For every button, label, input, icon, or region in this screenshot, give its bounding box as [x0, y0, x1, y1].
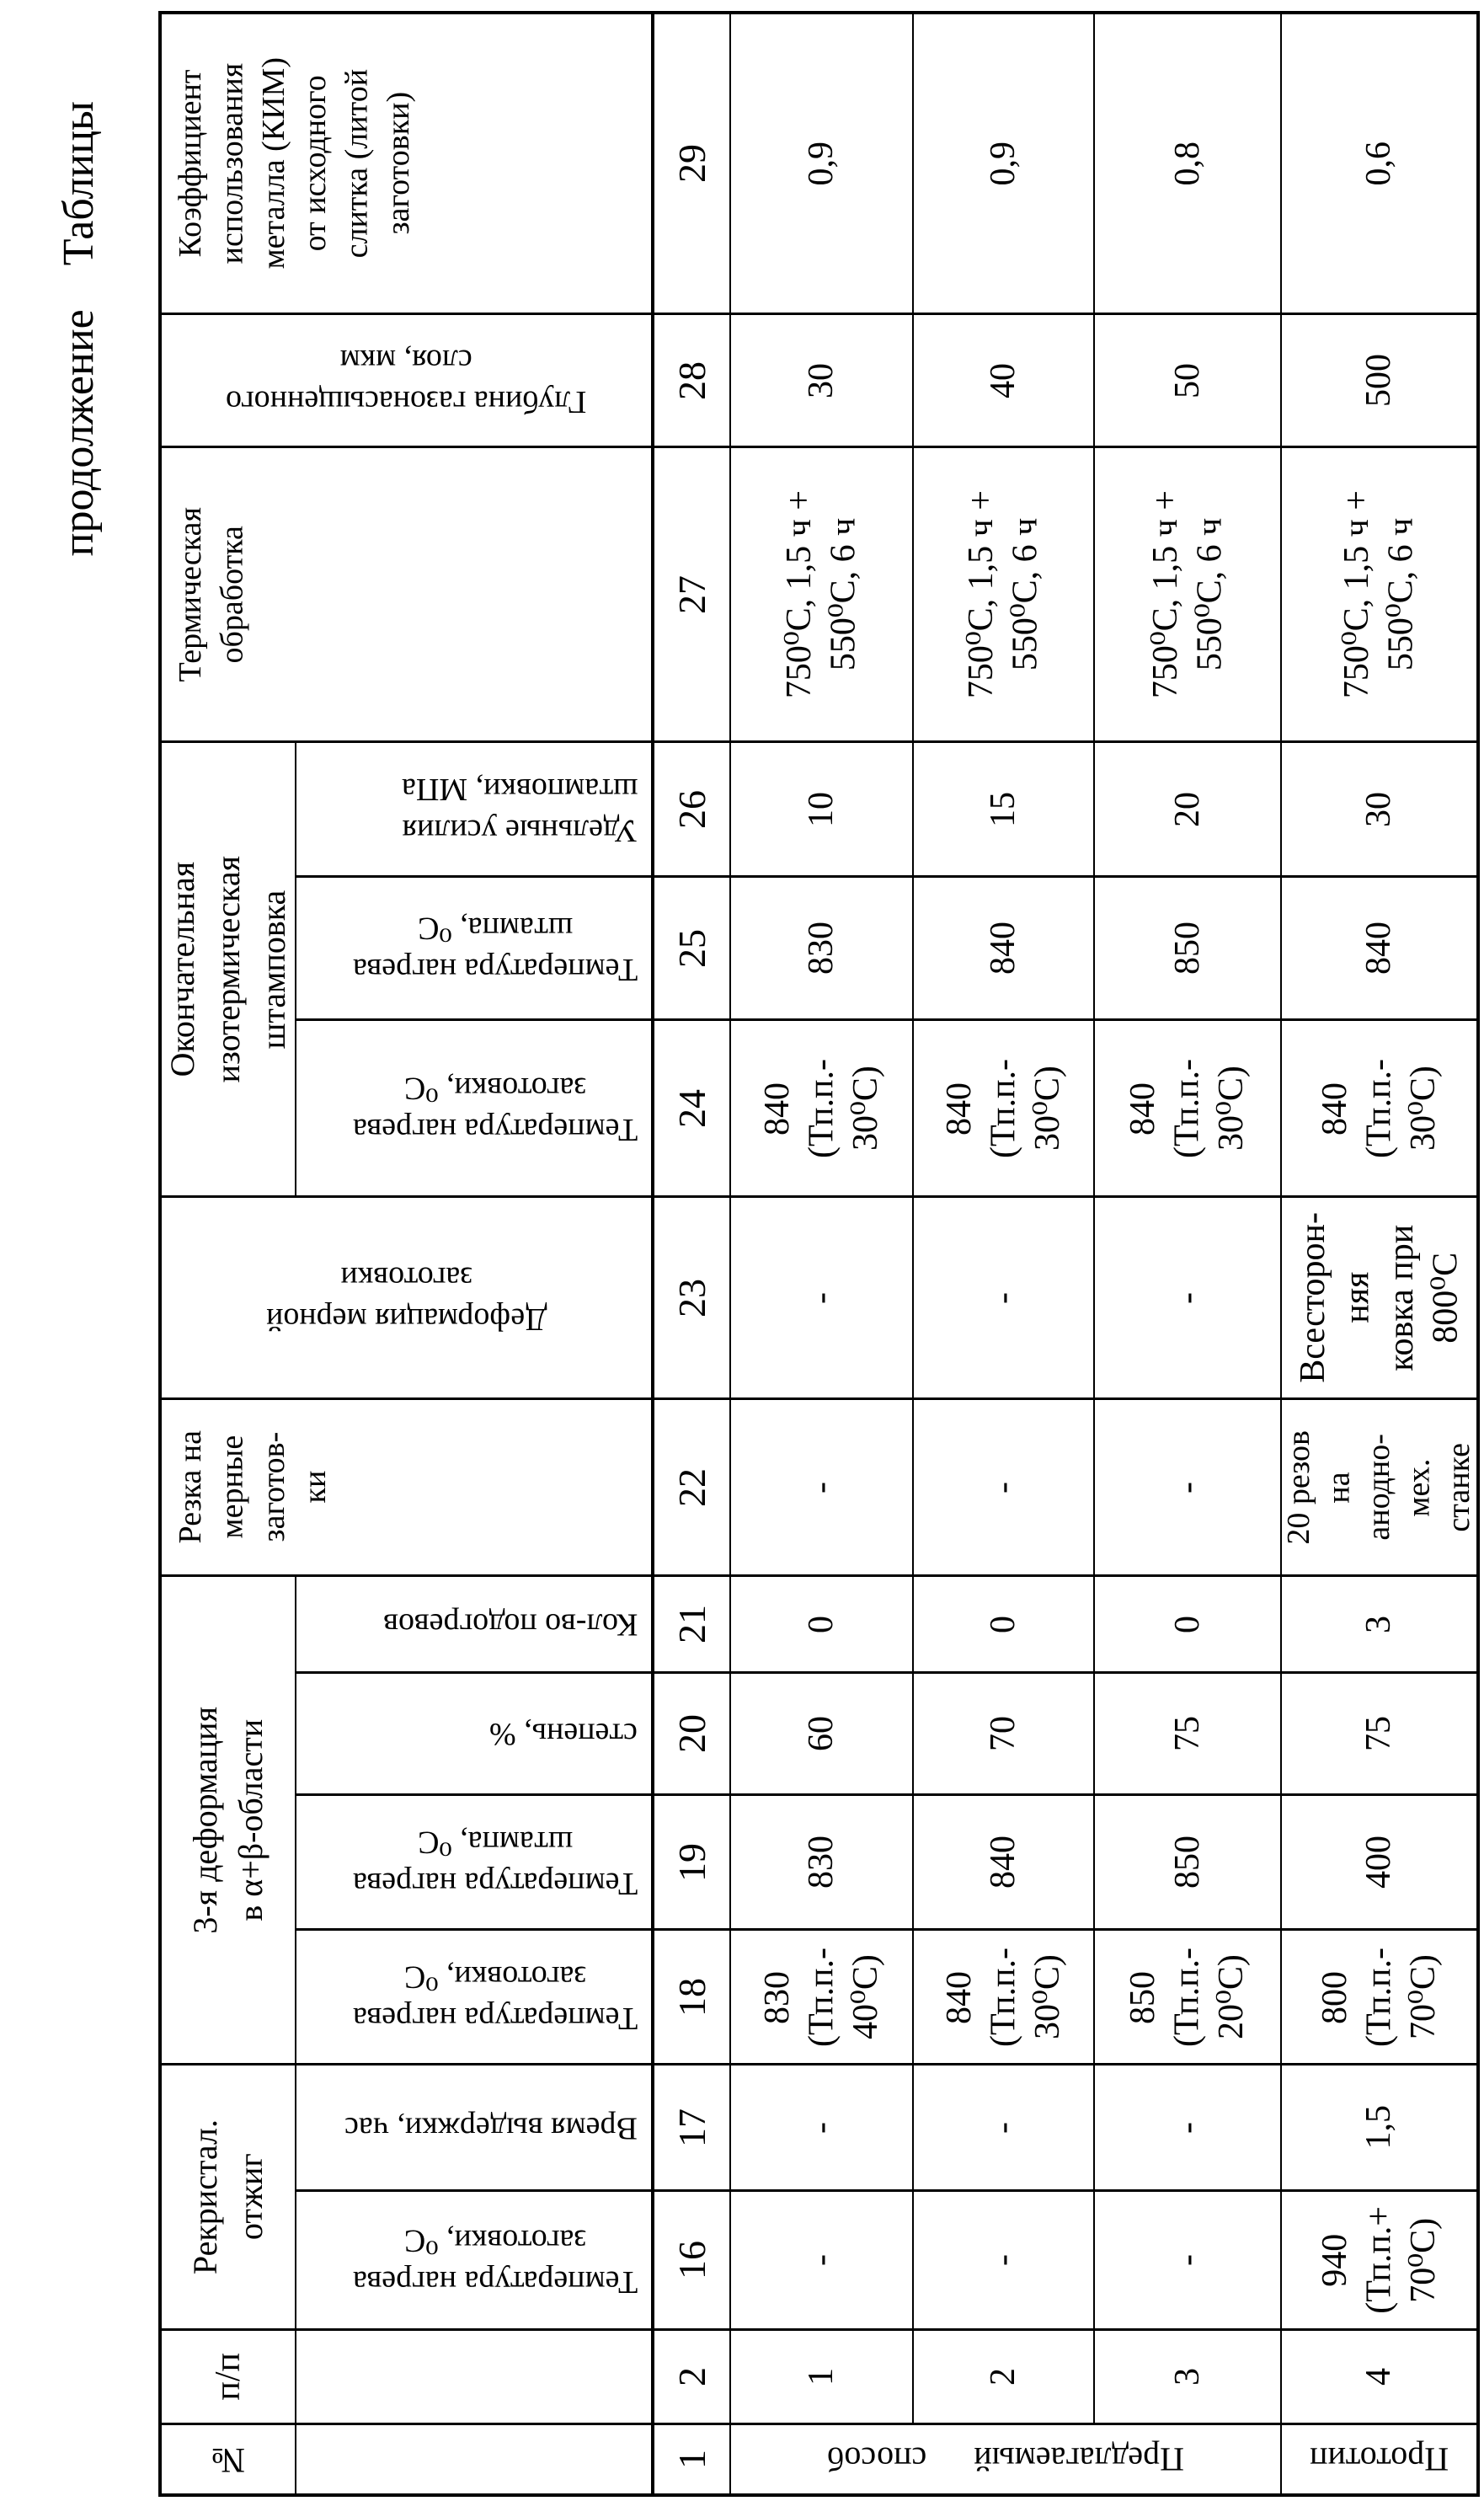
- col22-row4: 20 резов на анодно- мех. станке: [1282, 1400, 1476, 1577]
- col16-header-cell: [296, 2192, 653, 2331]
- col22-row3: -: [1095, 1400, 1282, 1577]
- col29-row2: 0,9: [914, 14, 1095, 315]
- col24-row4: 840 (Тп.п.- 30⁰С): [1282, 1021, 1476, 1198]
- col23-header: Деформация мерной заготовки: [265, 1259, 547, 1337]
- col19-row4: 400: [1282, 1796, 1476, 1931]
- page-title-text: продолжение Таблицы: [54, 100, 103, 557]
- col25-header-cell: [296, 878, 653, 1021]
- col-pp-row1: 1: [731, 2331, 914, 2425]
- col19-row3: 850: [1095, 1796, 1282, 1931]
- col20-number-cell: 20: [653, 1674, 731, 1796]
- col17-row1: -: [731, 2065, 914, 2192]
- col27-row1: 750⁰С, 1,5 ч + 550⁰С, 6 ч: [731, 448, 914, 743]
- col21-number-cell: 21: [653, 1577, 731, 1674]
- col16-row1: -: [731, 2192, 914, 2331]
- col22-row2: -: [914, 1400, 1095, 1577]
- col25-row2: 840: [914, 878, 1095, 1021]
- col22-number-cell: 22: [653, 1400, 731, 1577]
- col24-header-cell: [296, 1021, 653, 1198]
- col26-row1: 10: [731, 743, 914, 878]
- col22-header-cell: [162, 1400, 653, 1577]
- col25-row1: 830: [731, 878, 914, 1021]
- col16-header: Температура нагрева заготовки, ⁰С: [352, 2222, 638, 2300]
- col17-row3: -: [1095, 2065, 1282, 2192]
- col26-number-cell: 26: [653, 743, 731, 878]
- col19-header-cell: [296, 1796, 653, 1931]
- col29-row1: 0,9: [731, 14, 914, 315]
- col26-row4: 30: [1282, 743, 1476, 878]
- col18-row1: 830 (Тп.п.- 40⁰С): [731, 1931, 914, 2065]
- col26-header: Удельные усилия штамповки, МПа: [401, 771, 638, 848]
- col21-row2: 0: [914, 1577, 1095, 1674]
- col27-row3: 750⁰С, 1,5 ч + 550⁰С, 6 ч: [1095, 448, 1282, 743]
- col28-row4: 500: [1282, 315, 1476, 448]
- col16-row3: -: [1095, 2192, 1282, 2331]
- col16-number-cell: 16: [653, 2192, 731, 2331]
- col-no-label: №: [208, 2440, 248, 2479]
- col18-row2: 840 (Тп.п.- 30⁰С): [914, 1931, 1095, 2065]
- col26-row2: 15: [914, 743, 1095, 878]
- col27-number-cell: 27: [653, 448, 731, 743]
- col-pp-number-cell: 2: [653, 2331, 731, 2425]
- col23-row3: -: [1095, 1198, 1282, 1400]
- col21-header-cell: [296, 1577, 653, 1674]
- col19-row1: 830: [731, 1796, 914, 1931]
- col24-header: Температура нагрева заготовки, ⁰С: [352, 1070, 638, 1147]
- col29-row3: 0,8: [1095, 14, 1282, 315]
- row-label-proposed-method: Предлагаемый способ: [731, 2425, 1282, 2493]
- col17-header: Время выдержки, час: [344, 2110, 638, 2146]
- col19-header: Температура нагрева штампа, ⁰С: [352, 1824, 638, 1901]
- col20-row4: 75: [1282, 1674, 1476, 1796]
- row-label-prototype: Прототип: [1309, 2440, 1449, 2478]
- col-pp-row2: 2: [914, 2331, 1095, 2425]
- col25-number-cell: 25: [653, 878, 731, 1021]
- col28-header-cell: [162, 315, 653, 448]
- col16-row4: 940 (Тп.п.+ 70⁰С): [1282, 2192, 1476, 2331]
- col27-header: Термическая обработка: [173, 506, 250, 682]
- col17-number-cell: 17: [653, 2065, 731, 2192]
- col29-header-cell: [162, 14, 653, 315]
- col22-header: Резка на мерные заготов- ки: [173, 1430, 334, 1544]
- col29-number-cell: 29: [653, 14, 731, 315]
- col23-row1: -: [731, 1198, 914, 1400]
- col28-number-cell: 28: [653, 315, 731, 448]
- col23-header-cell: [162, 1198, 653, 1400]
- group-final-stamping: Окончательная изотермическая штамповка: [162, 743, 296, 1198]
- col17-row4: 1,5: [1282, 2065, 1476, 2192]
- col25-row4: 840: [1282, 878, 1476, 1021]
- col-pp-empty-cell: [296, 2331, 653, 2425]
- col-no-number-cell: 1: [653, 2425, 731, 2493]
- col24-row1: 840 (Тп.п.- 30⁰С): [731, 1021, 914, 1198]
- col18-row3: 850 (Тп.п.- 20⁰С): [1095, 1931, 1282, 2065]
- col22-row1: -: [731, 1400, 914, 1577]
- col27-header-cell: [162, 448, 653, 743]
- col28-row3: 50: [1095, 315, 1282, 448]
- col21-row4: 3: [1282, 1577, 1476, 1674]
- col20-row3: 75: [1095, 1674, 1282, 1796]
- col24-row3: 840 (Тп.п.- 30⁰С): [1095, 1021, 1282, 1198]
- col27-row4: 750⁰С, 1,5 ч + 550⁰С, 6 ч: [1282, 448, 1476, 743]
- col-pp-label-cell: [162, 2331, 296, 2425]
- col21-header: Кол-во подогревов: [382, 1606, 638, 1643]
- col18-header-cell: [296, 1931, 653, 2065]
- col19-number-cell: 19: [653, 1796, 731, 1931]
- col18-row4: 800 (Тп.п.- 70⁰С): [1282, 1931, 1476, 2065]
- col21-row3: 0: [1095, 1577, 1282, 1674]
- col20-row1: 60: [731, 1674, 914, 1796]
- col-no-empty-cell: [296, 2425, 653, 2493]
- col-pp-row4: 4: [1282, 2331, 1476, 2425]
- col28-row2: 40: [914, 315, 1095, 448]
- col20-header: степень, %: [489, 1716, 638, 1752]
- col19-row2: 840: [914, 1796, 1095, 1931]
- col26-row3: 20: [1095, 743, 1282, 878]
- col24-number-cell: 24: [653, 1021, 731, 1198]
- group-third-deformation: 3-я деформация в α+β-области: [162, 1577, 296, 2065]
- col26-header-cell: [296, 743, 653, 878]
- col-pp-row3: 3: [1095, 2331, 1282, 2425]
- col-no-label-cell: [162, 2425, 296, 2493]
- table-continuation: [158, 11, 1480, 2497]
- col17-row2: -: [914, 2065, 1095, 2192]
- col20-header-cell: [296, 1674, 653, 1796]
- col25-row3: 850: [1095, 878, 1282, 1021]
- col27-row2: 750⁰С, 1,5 ч + 550⁰С, 6 ч: [914, 448, 1095, 743]
- col23-number-cell: 23: [653, 1198, 731, 1400]
- col18-header: Температура нагрева заготовки, ⁰С: [352, 1959, 638, 2036]
- col21-row1: 0: [731, 1577, 914, 1674]
- page-title: [15, 76, 141, 581]
- col24-row2: 840 (Тп.п.- 30⁰С): [914, 1021, 1095, 1198]
- col25-header: Температура нагрева штампа, ⁰С: [352, 910, 638, 987]
- group-recrystallization: Рекристал. отжиг: [162, 2065, 296, 2331]
- col16-row2: -: [914, 2192, 1095, 2331]
- col28-header: Глубина газонасыщенного слоя, мкм: [226, 342, 587, 420]
- col29-row4: 0,6: [1282, 14, 1476, 315]
- col17-header-cell: [296, 2065, 653, 2192]
- col20-row2: 70: [914, 1674, 1095, 1796]
- col29-header: Коэффициент использования металла (КИМ) от исходного слитка (литой заготовки): [173, 57, 416, 270]
- col-pp-label: п/п: [208, 2353, 248, 2401]
- col28-row1: 30: [731, 315, 914, 448]
- col23-row4: Всесторон- няя ковка при 800⁰С: [1282, 1198, 1476, 1400]
- col18-number-cell: 18: [653, 1931, 731, 2065]
- col23-row2: -: [914, 1198, 1095, 1400]
